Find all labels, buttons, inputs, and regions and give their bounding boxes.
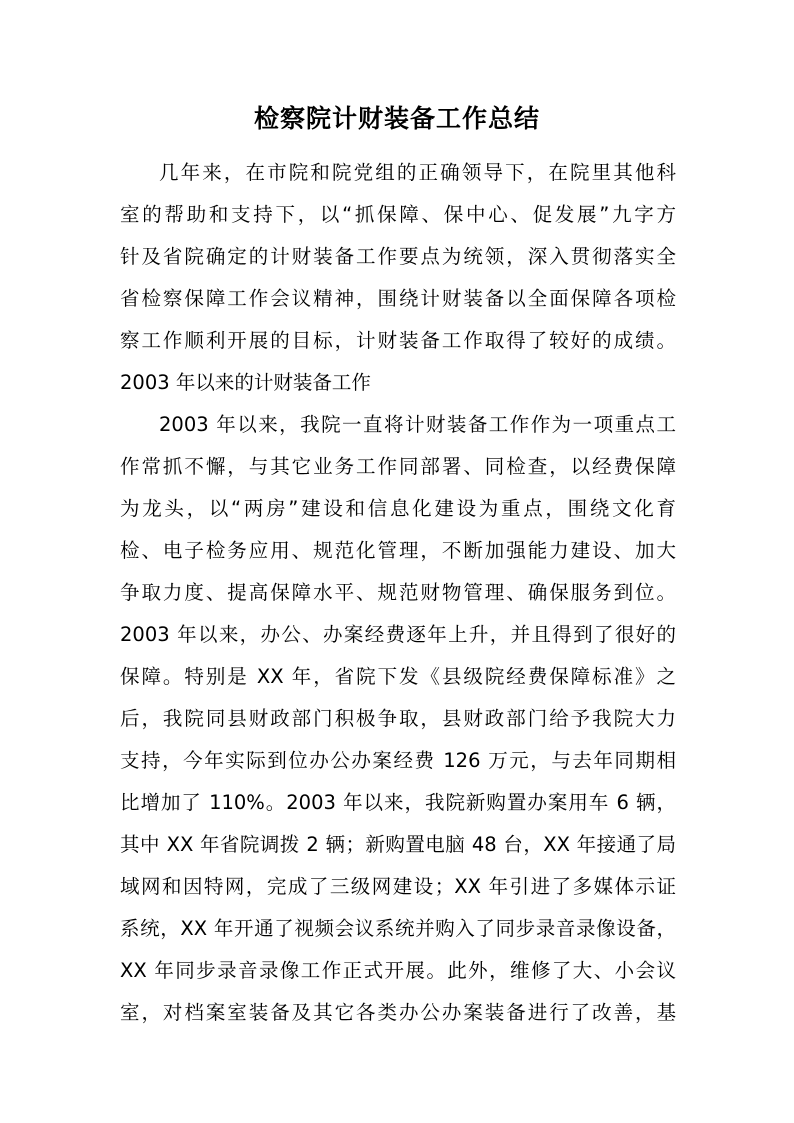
paragraph-line: 为龙头，以“两房”建设和信息化建设为重点，围绕文化育 (120, 497, 676, 520)
paragraph-line: 后，我院同县财政部门积极争取，县财政部门给予我院大力 (120, 707, 676, 730)
paragraph-line: 支持，今年实际到位办公办案经费 126 万元，与去年同期相 (120, 749, 676, 772)
paragraph-line: 其中 XX 年省院调拨 2 辆；新购置电脑 48 台，XX 年接通了局 (120, 833, 676, 856)
document-title: 检察院计财装备工作总结 (253, 104, 540, 133)
paragraph-line: 比增加了 110%。2003 年以来，我院新购置办案用车 6 辆， (120, 791, 676, 814)
paragraph-line: 省检察保障工作会议精神，围绕计财装备以全面保障各项检 (120, 287, 676, 310)
paragraph-line: 针及省院确定的计财装备工作要点为统领，深入贯彻落实全 (120, 245, 676, 268)
paragraph-line: 2003 年以来，我院一直将计财装备工作作为一项重点工 (159, 413, 676, 436)
paragraph-line: 系统，XX 年开通了视频会议系统并购入了同步录音录像设备， (120, 917, 676, 940)
paragraph-line: XX 年同步录音录像工作正式开展。此外，维修了大、小会议 (120, 959, 676, 982)
paragraph-line: 室的帮助和支持下，以“抓保障、保中心、促发展”九字方 (120, 203, 676, 226)
paragraph-line: 几年来，在市院和院党组的正确领导下，在院里其他科 (159, 161, 676, 184)
paragraph-line: 域网和因特网，完成了三级网建设；XX 年引进了多媒体示证 (120, 875, 676, 898)
paragraph-line: 检、电子检务应用、规范化管理，不断加强能力建设、加大 (120, 539, 676, 562)
paragraph-line: 2003 年以来，办公、办案经费逐年上升，并且得到了很好的 (120, 623, 676, 646)
paragraph-line: 作常抓不懈，与其它业务工作同部署、同检查，以经费保障 (120, 455, 676, 478)
paragraph-line: 争取力度、提高保障水平、规范财物管理、确保服务到位。 (120, 581, 676, 604)
paragraph-line: 察工作顺利开展的目标，计财装备工作取得了较好的成绩。 (120, 329, 676, 352)
section-heading: 2003 年以来的计财装备工作 (120, 371, 371, 394)
paragraph-line: 室，对档案室装备及其它各类办公办案装备进行了改善，基 (120, 1001, 676, 1024)
paragraph-line: 保障。特别是 XX 年，省院下发《县级院经费保障标准》之 (120, 665, 676, 688)
